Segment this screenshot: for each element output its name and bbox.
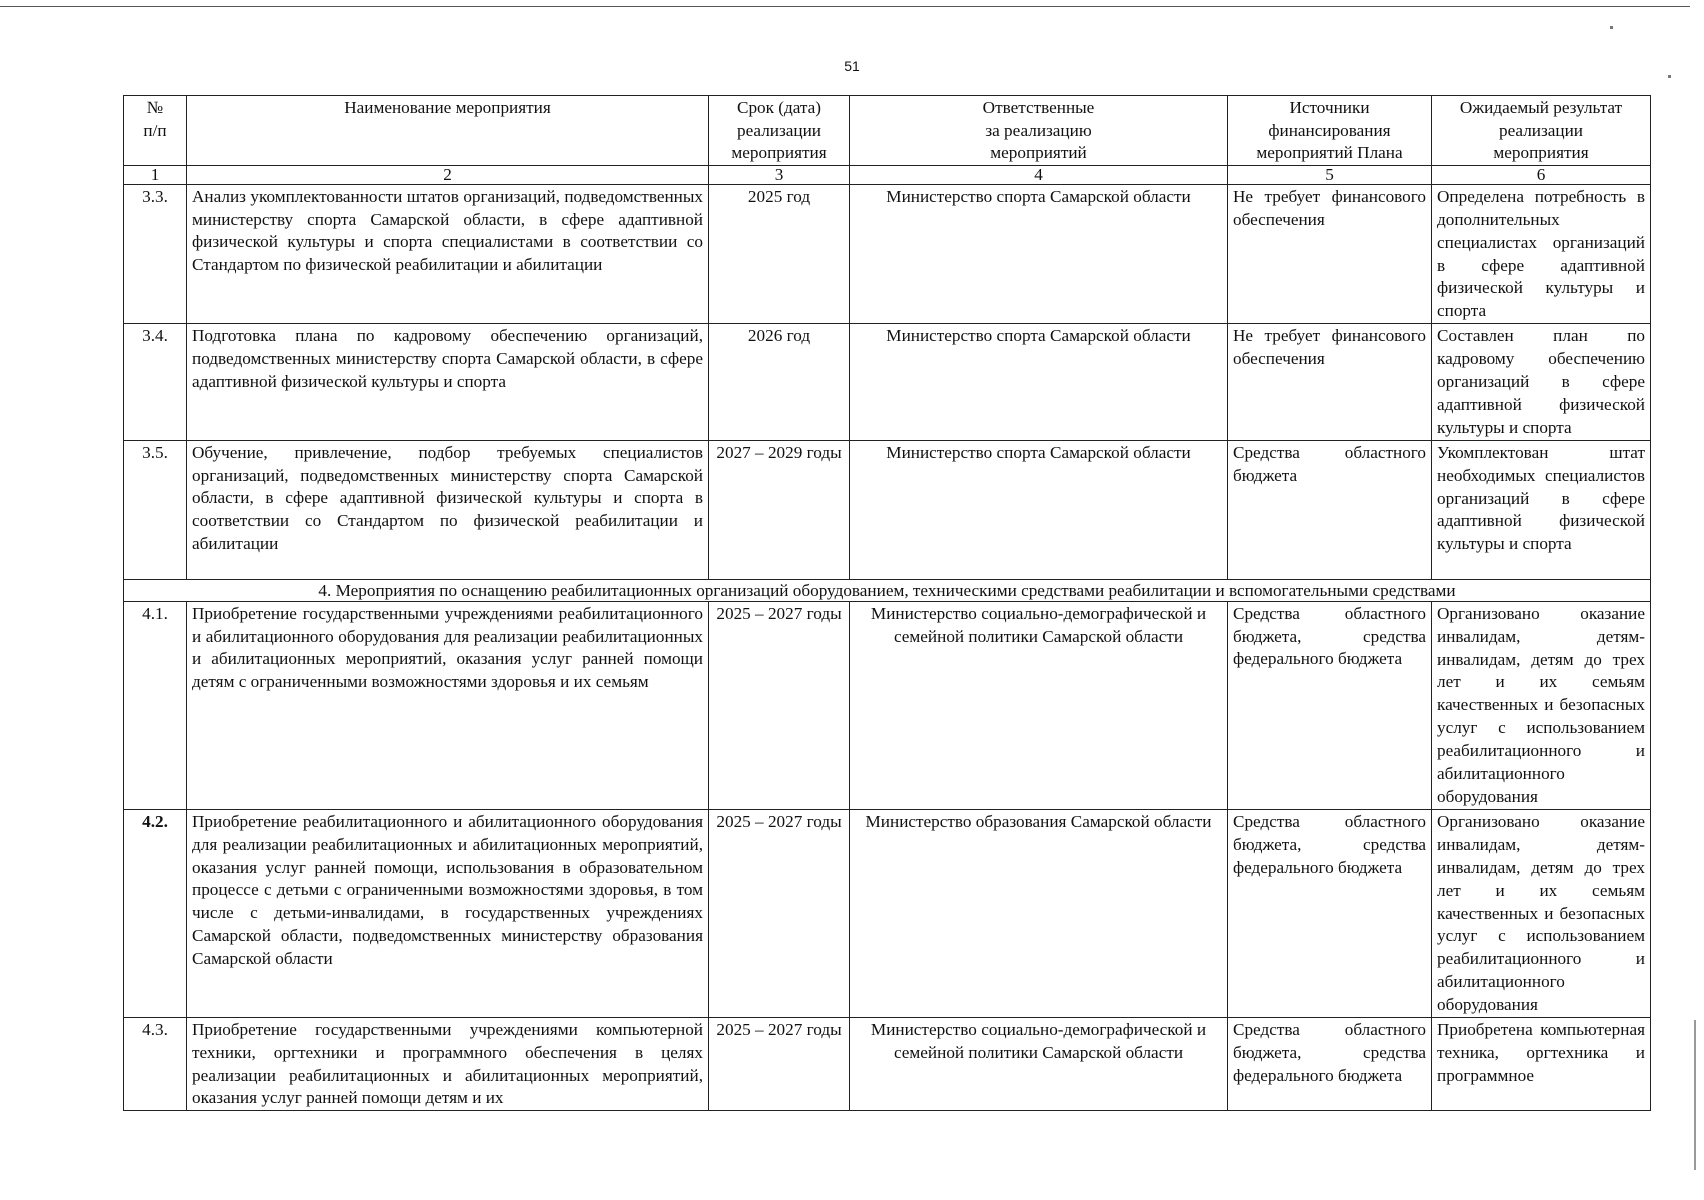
event-funding: Не требует финансового обеспечения xyxy=(1228,184,1432,323)
event-responsible: Министерство образования Самарской области xyxy=(850,809,1228,1017)
header-line: за реализацию xyxy=(985,120,1092,140)
event-result: Составлен план по кадровому обеспечению организаций в сфере адаптивной физической культуры и спорта xyxy=(1432,324,1651,441)
scan-speck xyxy=(1610,26,1613,29)
event-result: Укомплектован штат необходимых специалистов организаций в сфере адаптивной физической культуры и спорта xyxy=(1432,440,1651,579)
header-line: № xyxy=(146,98,164,117)
event-funding: Средства областного бюджета, средства федерального бюджета xyxy=(1228,1018,1432,1111)
table-row xyxy=(124,184,1651,323)
column-number: 3 xyxy=(709,165,850,184)
header-term xyxy=(709,96,850,166)
header-line: мероприятий Плана xyxy=(1256,143,1403,163)
header-line: Наименование мероприятия xyxy=(344,98,551,117)
header-line: Ответственные xyxy=(982,98,1095,117)
header-event-name xyxy=(187,96,709,166)
header-line: Срок (дата) xyxy=(736,98,822,117)
scan-speck xyxy=(1668,75,1671,78)
header-line: мероприятий xyxy=(990,143,1087,163)
header-line: реализации xyxy=(1499,120,1583,140)
table-header-row xyxy=(124,96,1651,166)
event-responsible: Министерство спорта Самарской области xyxy=(850,324,1228,441)
event-result: Организовано оказание инвалидам, детям-инвалидам, детям до трех лет и их семьям качественных и безопасных услуг с использованием реабилитационного и абилитационного оборудования xyxy=(1432,601,1651,809)
row-number: 4.2. xyxy=(124,809,187,1017)
column-numbers-row xyxy=(124,165,1651,184)
event-result: Приобретена компьютерная техника, оргтехника и программное xyxy=(1432,1018,1651,1111)
event-funding: Не требует финансового обеспечения xyxy=(1228,324,1432,441)
column-number: 1 xyxy=(124,165,187,184)
header-line: финансирования xyxy=(1268,120,1391,140)
event-result: Организовано оказание инвалидам, детям-инвалидам, детям до трех лет и их семьям качественных и безопасных услуг с использованием реабилитационного и абилитационного оборудования xyxy=(1432,809,1651,1017)
header-line: мероприятия xyxy=(731,143,827,163)
event-name: Приобретение реабилитационного и абилитационного оборудования для реализации реабилитационных и абилитационных мероприятий, оказания услуг ранней помощи, использования в образовательном процессе с детьми с ограниченными возможностями здоровья, в том числе с детьми-инвалидами, в государственных учреждениях Самарской области, подведомственных министерству образования Самарской области xyxy=(187,809,709,1017)
scan-edge-mark xyxy=(1694,1020,1696,1170)
row-number: 3.5. xyxy=(124,440,187,579)
header-line: реализации xyxy=(737,120,821,140)
header-responsible xyxy=(850,96,1228,166)
column-number: 2 xyxy=(187,165,709,184)
row-number: 4.1. xyxy=(124,601,187,809)
row-number: 4.3. xyxy=(124,1018,187,1111)
event-term: 2025 год xyxy=(709,184,850,323)
table-row xyxy=(124,1018,1651,1111)
event-term: 2025 – 2027 годы xyxy=(709,1018,850,1111)
event-responsible: Министерство спорта Самарской области xyxy=(850,440,1228,579)
table-row xyxy=(124,324,1651,441)
event-name: Обучение, привлечение, подбор требуемых специалистов организаций, подведомственных министерству спорта Самарской области, в сфере адаптивной физической культуры и спорта в соответствии со Стандартом по физической реабилитации и абилитации xyxy=(187,440,709,579)
event-name: Анализ укомплектованности штатов организаций, подведомственных министерству спорта Самарской области, в сфере адаптивной физической культуры и спорта специалистами в соответствии со Стандартом по физической реабилитации и абилитации xyxy=(187,184,709,323)
row-number: 3.4. xyxy=(124,324,187,441)
column-number: 4 xyxy=(850,165,1228,184)
event-funding: Средства областного бюджета xyxy=(1228,440,1432,579)
section-row xyxy=(124,579,1651,601)
header-number xyxy=(124,96,187,166)
event-term: 2025 – 2027 годы xyxy=(709,809,850,1017)
event-funding: Средства областного бюджета, средства федерального бюджета xyxy=(1228,809,1432,1017)
row-number: 3.3. xyxy=(124,184,187,323)
header-line: п/п xyxy=(143,120,167,140)
column-number: 5 xyxy=(1228,165,1432,184)
page-number: 51 xyxy=(844,58,860,74)
header-line: Источники xyxy=(1289,98,1370,117)
table-row xyxy=(124,809,1651,1017)
event-name: Приобретение государственными учреждениями компьютерной техники, оргтехники и программного обеспечения в целях реализации реабилитационных и абилитационных мероприятий, оказания услуг ранней помощи детям и их xyxy=(187,1018,709,1111)
column-number: 6 xyxy=(1432,165,1651,184)
event-term: 2027 – 2029 годы xyxy=(709,440,850,579)
section-title: 4. Мероприятия по оснащению реабилитационных организаций оборудованием, техническими средствами реабилитации и вспомогательными средствами xyxy=(124,579,1651,601)
header-line: Ожидаемый результат xyxy=(1459,98,1623,117)
table-row xyxy=(124,440,1651,579)
event-result: Определена потребность в дополнительных специалистах организаций в сфере адаптивной физической культуры и спорта xyxy=(1432,184,1651,323)
action-plan-table xyxy=(123,95,1651,1111)
event-term: 2025 – 2027 годы xyxy=(709,601,850,809)
scan-border-line xyxy=(0,6,1690,7)
event-term: 2026 год xyxy=(709,324,850,441)
header-line: мероприятия xyxy=(1493,143,1589,163)
header-funding xyxy=(1228,96,1432,166)
event-funding: Средства областного бюджета, средства федерального бюджета xyxy=(1228,601,1432,809)
event-responsible: Министерство социально-демографической и семейной политики Самарской области xyxy=(850,1018,1228,1111)
event-responsible: Министерство спорта Самарской области xyxy=(850,184,1228,323)
event-responsible: Министерство социально-демографической и семейной политики Самарской области xyxy=(850,601,1228,809)
table-row xyxy=(124,601,1651,809)
event-name: Приобретение государственными учреждениями реабилитационного и абилитационного оборудования для реализации реабилитационных и абилитационных мероприятий, оказания услуг ранней помощи детям с ограниченными возможностями здоровья и их семьям xyxy=(187,601,709,809)
event-name: Подготовка плана по кадровому обеспечению организаций, подведомственных министерству спорта Самарской области, в сфере адаптивной физической культуры и спорта xyxy=(187,324,709,441)
header-result xyxy=(1432,96,1651,166)
